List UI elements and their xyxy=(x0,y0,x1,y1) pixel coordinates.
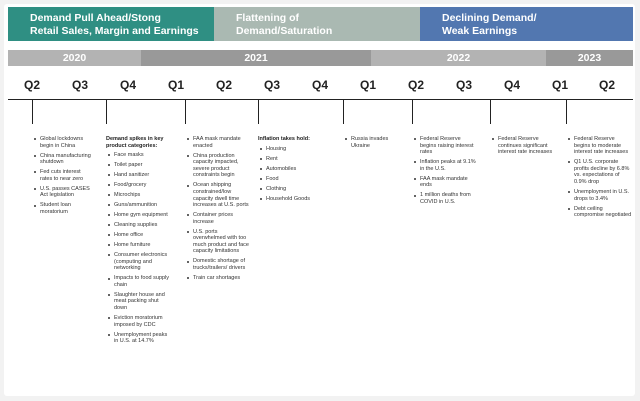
year-2022: 2022 xyxy=(371,50,546,66)
event-item: Face masks xyxy=(114,152,172,159)
year-2020: 2020 xyxy=(8,50,141,66)
event-item: Ocean shipping constrained/low capacity dwell time increases at U.S. ports xyxy=(193,182,251,208)
event-item: Hand sanitizer xyxy=(114,172,172,179)
event-item: Federal Reserve begins to moderate interest rate increases xyxy=(574,136,632,156)
event-item: Russia invades Ukraine xyxy=(351,136,401,149)
event-column-q2-2023 xyxy=(566,136,632,222)
event-item: Microchips xyxy=(114,192,172,199)
event-item: Fed cuts interest rates to near zero xyxy=(40,169,94,182)
timeline-tick xyxy=(32,100,33,124)
quarter-label: Q3 xyxy=(263,78,280,92)
event-item: Clothing xyxy=(266,186,328,193)
event-item: Federal Reserve continues significant interest rate increases xyxy=(498,136,553,156)
event-column-q2-2020 xyxy=(32,136,94,219)
event-item: Home furniture xyxy=(114,242,172,249)
event-item: Guns/ammunition xyxy=(114,202,172,209)
timeline-tick xyxy=(343,100,344,124)
event-item: Food/grocery xyxy=(114,182,172,189)
timeline-tick xyxy=(258,100,259,124)
event-item: Automobiles xyxy=(266,166,328,173)
event-item: Inflation peaks at 9.1% in the U.S. xyxy=(420,159,476,172)
event-item: 1 million deaths from COVID in U.S. xyxy=(420,192,476,205)
timeline-tick xyxy=(185,100,186,124)
quarter-label: Q4 xyxy=(311,78,328,92)
event-item: Q1 U.S. corporate profits decline by 6.8% vs. expectations of 0.9% drop xyxy=(574,159,632,185)
quarter-label: Q3 xyxy=(455,78,472,92)
year-bar xyxy=(8,50,633,66)
timeline-axis xyxy=(8,99,633,100)
event-item: Global lockdowns begin in China xyxy=(40,136,94,149)
event-item: Cleaning supplies xyxy=(114,222,172,229)
timeline-tick xyxy=(490,100,491,124)
event-item: Rent xyxy=(266,156,328,163)
event-column-q3-2021 xyxy=(258,136,328,206)
event-column-header: Demand spikes in key product categories: xyxy=(106,136,164,149)
event-item: Home gym equipment xyxy=(114,212,172,219)
event-column-q2-2022 xyxy=(412,136,476,209)
quarter-label: Q1 xyxy=(167,78,184,92)
event-item: China production capacity impacted, severe product constraints begin xyxy=(193,153,251,179)
quarter-label: Q2 xyxy=(407,78,424,92)
event-item: U.S. passes CASES Act legislation xyxy=(40,186,94,199)
event-item: Housing xyxy=(266,146,328,153)
event-item: Impacts to food supply chain xyxy=(114,275,172,288)
quarter-label: Q4 xyxy=(119,78,136,92)
quarter-label: Q4 xyxy=(503,78,520,92)
event-item: Unemployment in U.S. drops to 3.4% xyxy=(574,189,632,202)
event-item: U.S. ports overwhelmed with too much product and face capacity limitations xyxy=(193,229,251,255)
event-item: Consumer electronics (computing and networking xyxy=(114,252,172,272)
timeline-tick xyxy=(106,100,107,124)
quarter-label: Q2 xyxy=(215,78,232,92)
quarter-label: Q2 xyxy=(23,78,40,92)
event-item: FAA mask mandate ends xyxy=(420,176,476,189)
event-item: FAA mask mandate enacted xyxy=(193,136,251,149)
event-column-q4-2020 xyxy=(106,136,172,348)
event-column-header: Inflation takes hold: xyxy=(258,136,310,142)
event-item: Debt ceiling compromise negotiated xyxy=(574,205,632,219)
event-item: Home office xyxy=(114,232,172,239)
event-item: Slaughter house and meat packing shut down xyxy=(114,292,172,312)
event-item: Student loan moratorium xyxy=(40,202,94,215)
event-item: Domestic shortage of trucks/trailers/ drivers xyxy=(193,258,251,271)
event-item: Eviction moratorium imposed by CDC xyxy=(114,315,172,328)
event-item: Federal Reserve begins raising interest rates xyxy=(420,136,476,156)
event-item: Container prices increase xyxy=(193,212,251,225)
quarter-label: Q1 xyxy=(551,78,568,92)
phase-banner-demand-pull: Demand Pull Ahead/Stong Retail Sales, Margin and Earnings xyxy=(8,7,214,41)
event-item: Food xyxy=(266,176,328,183)
event-column-q1-2021 xyxy=(185,136,251,285)
quarter-label: Q1 xyxy=(359,78,376,92)
event-item: China manufacturing shutdown xyxy=(40,153,94,166)
event-column-q1-2022 xyxy=(343,136,401,153)
event-item: Unemployment peaks in U.S. at 14.7% xyxy=(114,332,172,345)
event-item: Train car shortages xyxy=(193,275,251,282)
timeline-tick xyxy=(566,100,567,124)
timeline-tick xyxy=(412,100,413,124)
phase-banner-flattening: Flattening of Demand/Saturation xyxy=(214,7,420,41)
event-item: Toilet paper xyxy=(114,162,172,169)
event-item: Household Goods xyxy=(266,196,328,203)
year-2021: 2021 xyxy=(141,50,371,66)
year-2023: 2023 xyxy=(546,50,633,66)
event-column-q4-2022 xyxy=(490,136,554,159)
quarter-label: Q3 xyxy=(71,78,88,92)
quarter-label: Q2 xyxy=(598,78,615,92)
phase-banner-declining: Declining Demand/ Weak Earnings xyxy=(420,7,633,41)
